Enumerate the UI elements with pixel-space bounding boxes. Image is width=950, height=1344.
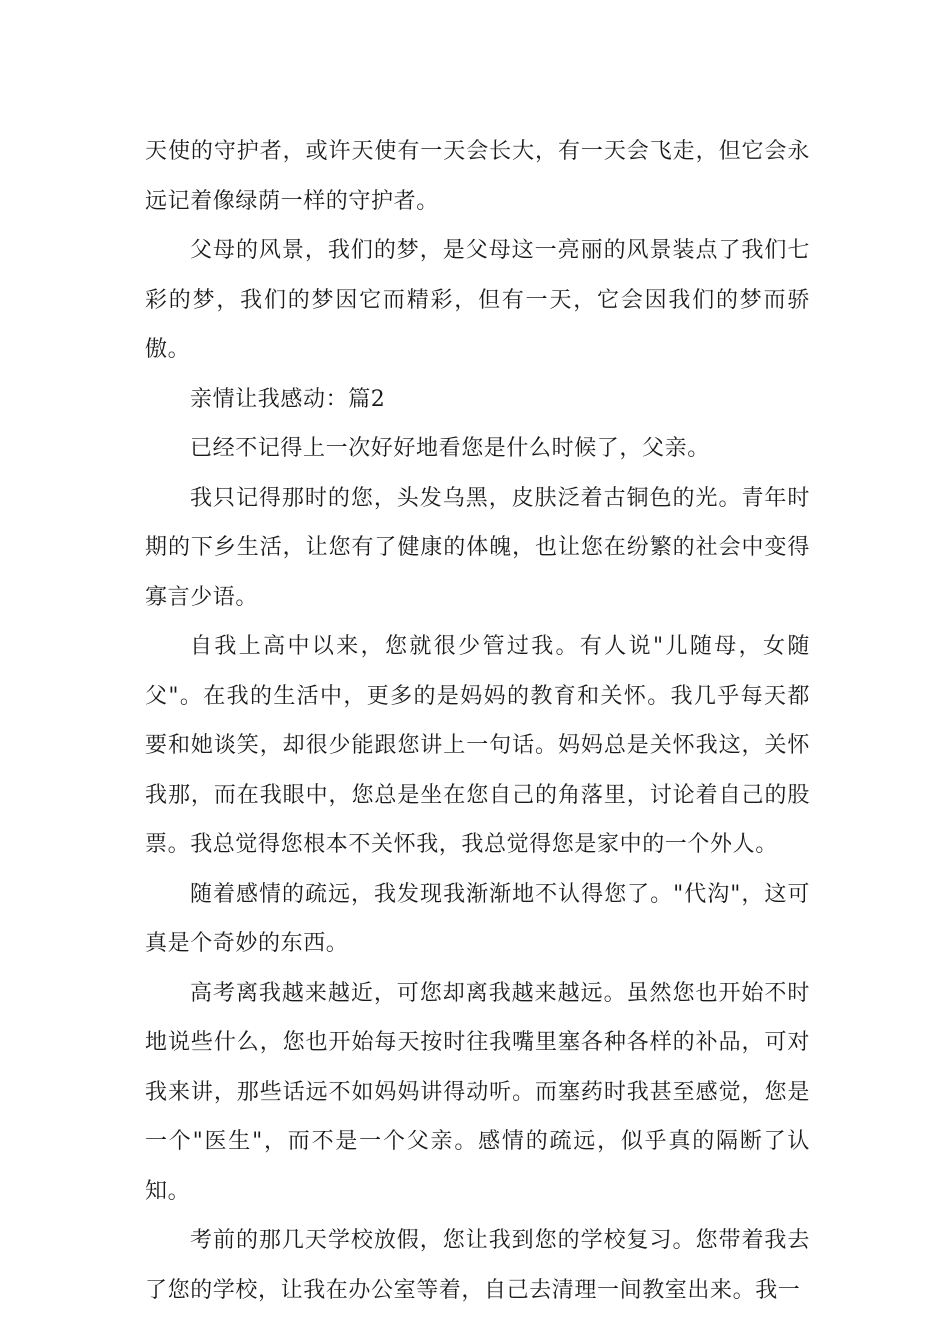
section-heading: 亲情让我感动：篇2 bbox=[190, 386, 386, 412]
document-body bbox=[145, 127, 810, 1315]
paragraph-1: 天使的守护者，或许天使有一天会长大，有一天会飞走，但它会永远记着像绿荫一样的守护者。 bbox=[145, 139, 810, 214]
paragraph-5: 我只记得那时的您，头发乌黑，皮肤泛着古铜色的光。青年时期的下乡生活，让您有了健康的体魄，也让您在纷繁的社会中变得寡言少语。 bbox=[145, 485, 810, 610]
paragraph-4: 已经不记得上一次好好地看您是什么时候了，父亲。 bbox=[190, 436, 710, 461]
paragraph-6: 自我上高中以来，您就很少管过我。有人说"儿随母，女随父"。在我的生活中，更多的是妈妈的教育和关怀。我几乎每天都要和她谈笑，却很少能跟您讲上一句话。妈妈总是关怀我这，关怀我那，而在我眼中，您总是坐在您自己的角落里，讨论着自己的股票。我总觉得您根本不关怀我，我总觉得您是家中的一个外人。 bbox=[145, 634, 810, 857]
paragraph-9: 考前的那几天学校放假，您让我到您的学校复习。您带着我去了您的学校，让我在办公室等着，自己去清理一间教室出来。我一 bbox=[145, 1228, 810, 1303]
paragraph-2: 父母的风景，我们的梦，是父母这一亮丽的风景装点了我们七彩的梦，我们的梦因它而精彩，但有一天，它会因我们的梦而骄傲。 bbox=[145, 238, 810, 362]
paragraph-8: 高考离我越来越近，可您却离我越来越远。虽然您也开始不时地说些什么，您也开始每天按时往我嘴里塞各种各样的补品，可对我来讲，那些话远不如妈妈讲得动听。而塞药时我甚至感觉，您是一个"医生"，而不是一个父亲。感情的疏远，似乎真的隔断了认知。 bbox=[145, 980, 810, 1204]
paragraph-7: 随着感情的疏远，我发现我渐渐地不认得您了。"代沟"，这可真是个奇妙的东西。 bbox=[145, 881, 810, 956]
